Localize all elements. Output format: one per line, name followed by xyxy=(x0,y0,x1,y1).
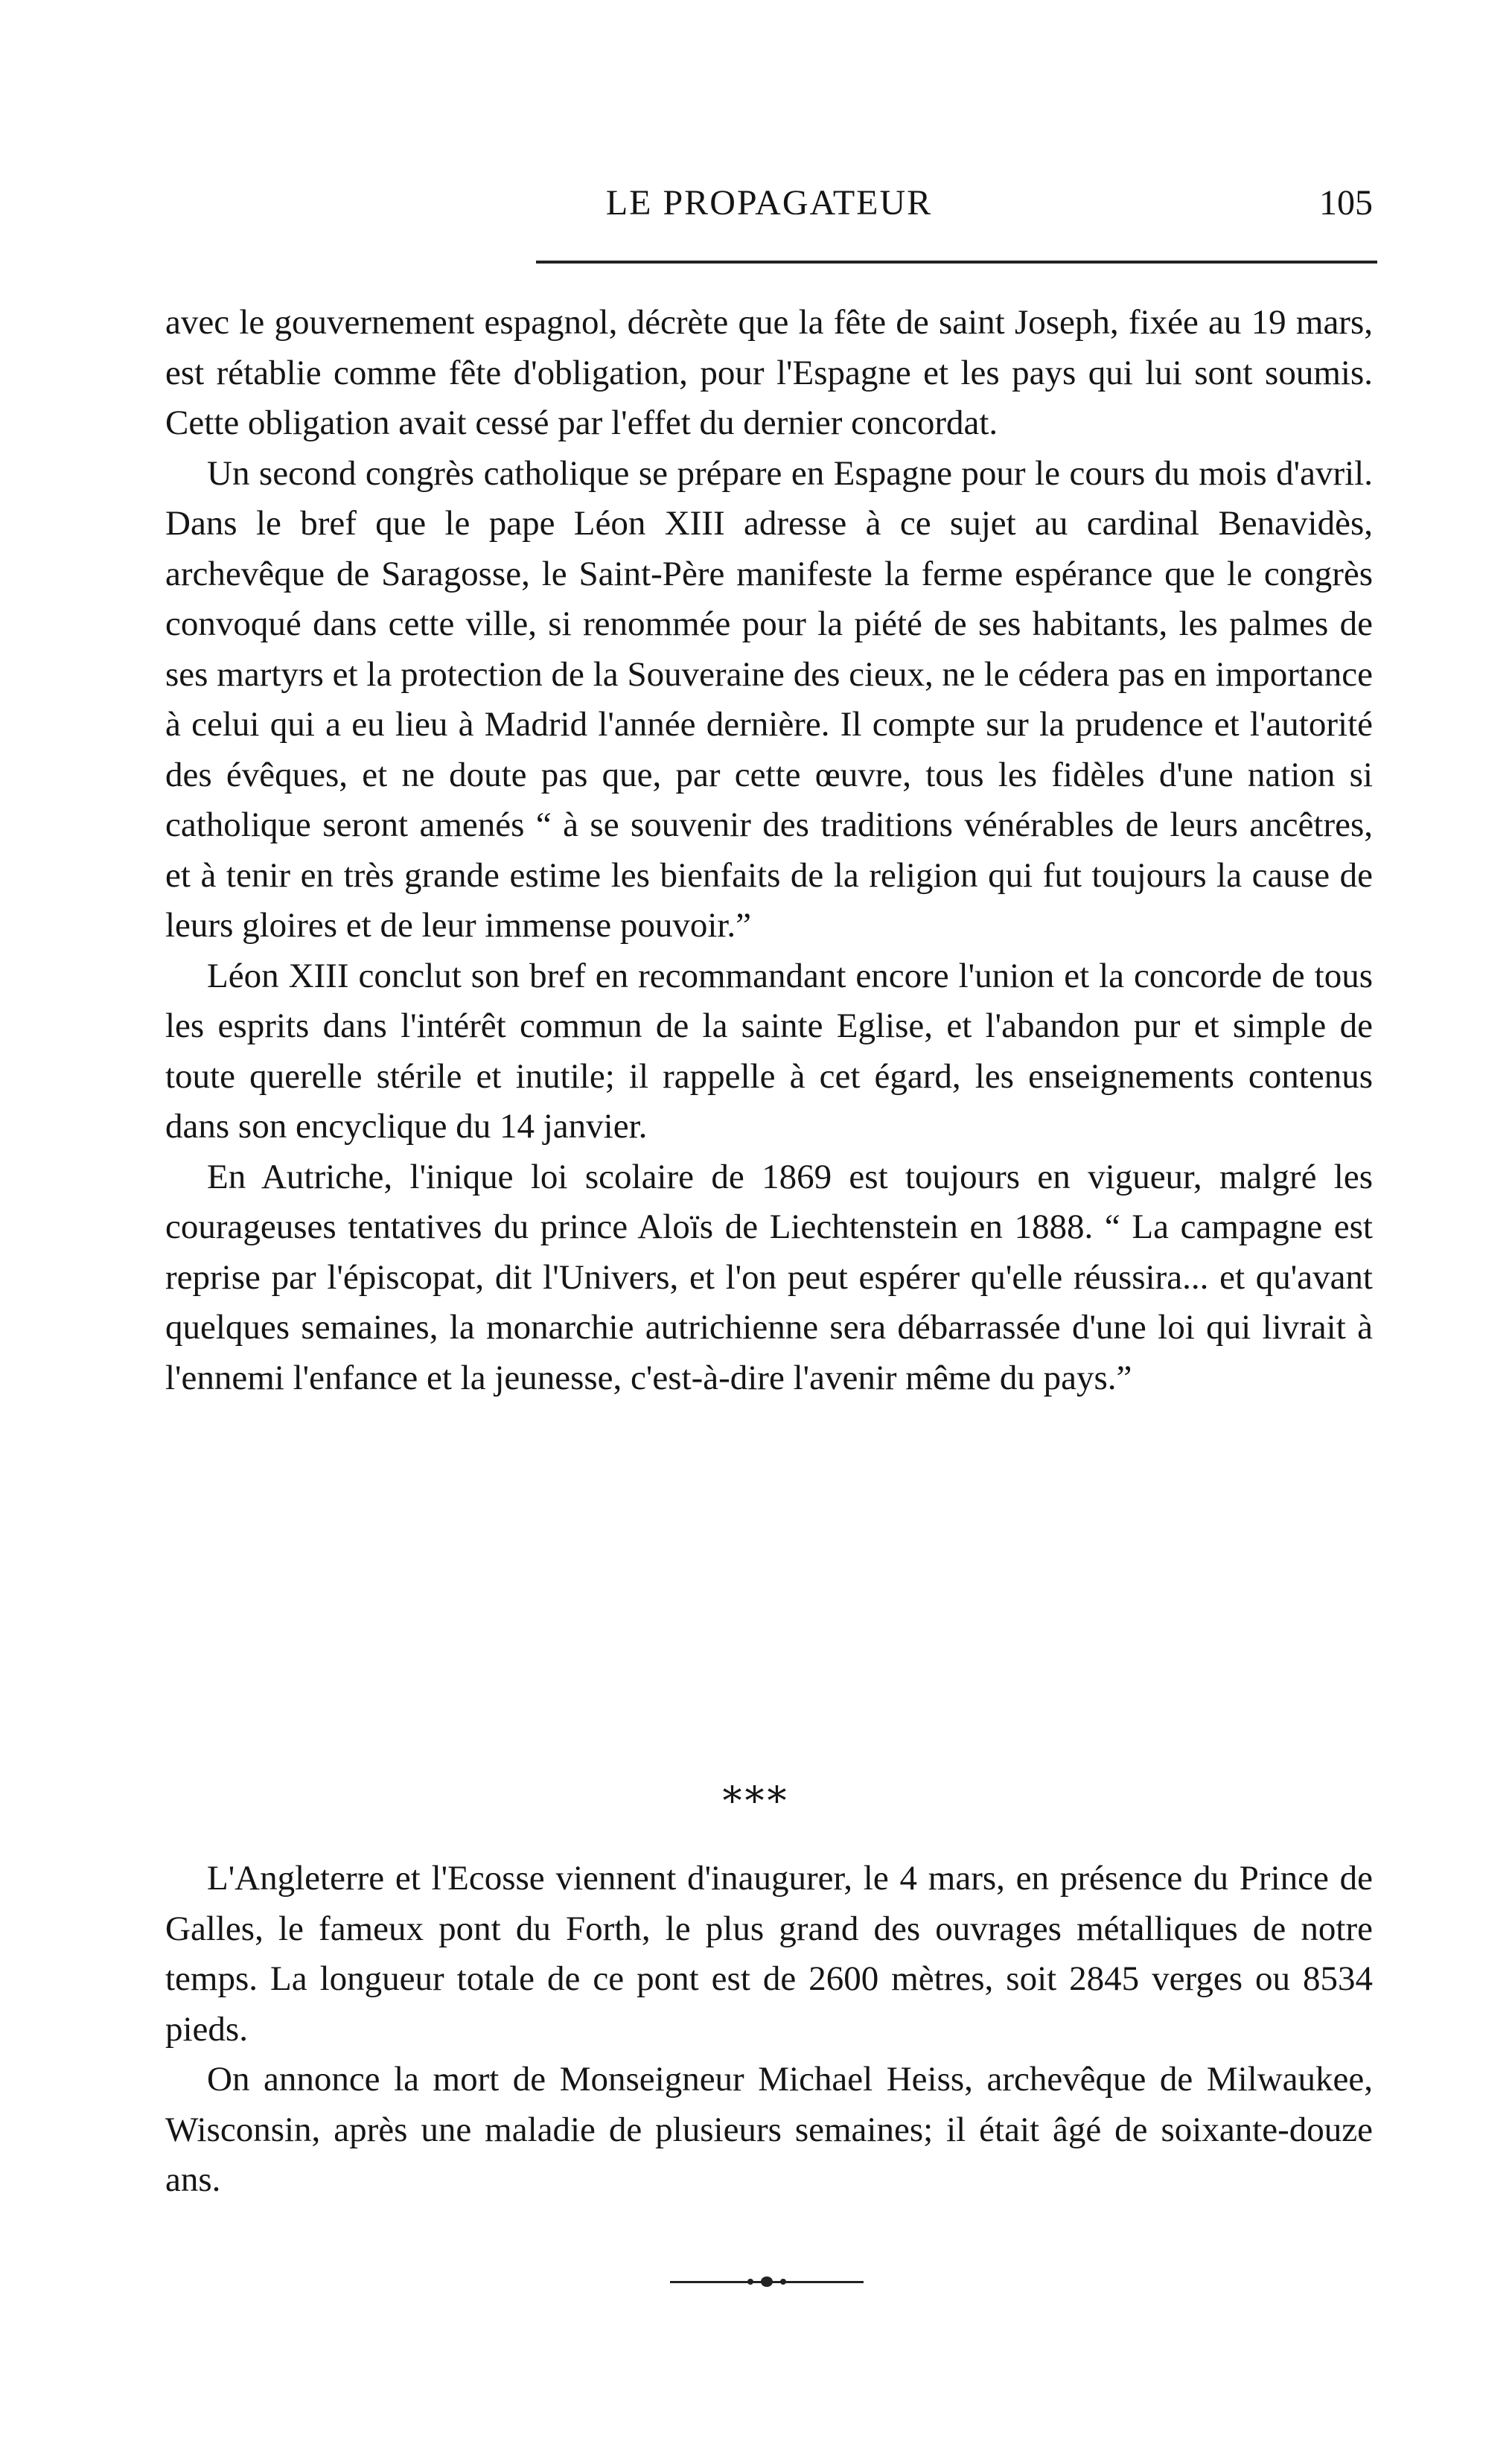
paragraph-fete-saint-joseph: avec le gouvernement espagnol, décrète que la fête de saint Joseph, fixée au 19 mars, est rétablie comme fête d'obligation, pour l'Espagne et les pays qui lui sont soumis. Cette obligation avait cessé par l'effet du dernier concordat. xyxy=(165,303,1373,442)
page-header xyxy=(165,182,1373,234)
ornament-dot-right xyxy=(780,2279,786,2285)
end-ornament xyxy=(670,2274,864,2289)
asterism-separator: *** xyxy=(722,1779,790,1824)
paragraph-autriche-loi-scolaire: En Autriche, l'inique loi scolaire de 1869 est toujours en vigueur, malgré les courageuses tentatives du prince Aloïs de Liechtenstein en 1888. “ La campagne est reprise par l'épiscopat, dit l'Univers, et l'on peut espérer qu'elle réussira... et qu'avant quelques semaines, la monarchie autrichienne sera débarrassée d'une loi qui livrait à l'ennemi l'enfance et la jeunesse, c'est-à-dire l'avenir même du pays.” xyxy=(165,1157,1373,1397)
running-title: LE PROPAGATEUR xyxy=(605,183,933,223)
paragraph-pont-du-forth: L'Angleterre et l'Ecosse viennent d'inaugurer, le 4 mars, en présence du Prince de Galles, le fameux pont du Forth, le plus grand des ouvrages métalliques de notre temps. La longueur totale de ce pont est de 2600 mètres, soit 2845 verges ou 8534 pieds. xyxy=(165,1859,1373,2049)
ornament-dot-center xyxy=(761,2276,773,2287)
main-text xyxy=(165,298,1373,1403)
paragraph-leon-xiii-bref: Léon XIII conclut son bref en recommandant encore l'union et la concorde de tous les esprits dans l'intérêt commun de la sainte Eglise, et l'abandon pur et simple de toute querelle stérile et inutile; il rappelle à cet égard, les enseignements contenus dans son encyclique du 14 janvier. xyxy=(165,956,1373,1146)
paragraph-mort-heiss: On annonce la mort de Monseigneur Michael Heiss, archevêque de Milwaukee, Wisconsin, après une maladie de plusieurs semaines; il était âgé de soixante-douze ans. xyxy=(165,2060,1373,2199)
ornament-dot-left xyxy=(747,2279,753,2285)
page-number: 105 xyxy=(1319,183,1373,223)
paragraph-congres-catholique: Un second congrès catholique se prépare en Espagne pour le cours du mois d'avril. Dans le bref que le pape Léon XIII adresse à ce sujet au cardinal Benavidès, archevêque de Saragosse, le Saint-Père manifeste la ferme espérance que le congrès convoqué dans cette ville, si renommée pour la piété de ses habitants, les palmes de ses martyrs et la protection de la Souveraine des cieux, ne le cédera pas en importance à celui qui a eu lieu à Madrid l'année dernière. Il compte sur la prudence et l'autorité des évêques, et ne doute pas que, par cette œuvre, tous les fidèles d'une nation si catholique seront amenés “ à se souvenir des traditions vénérables de leurs ancêtres, et à tenir en très grande estime les bienfaits de la religion qui fut toujours la cause de leurs gloires et de leur immense pouvoir.” xyxy=(165,453,1373,945)
news-section xyxy=(165,1854,1373,2206)
header-rule xyxy=(536,261,1377,264)
